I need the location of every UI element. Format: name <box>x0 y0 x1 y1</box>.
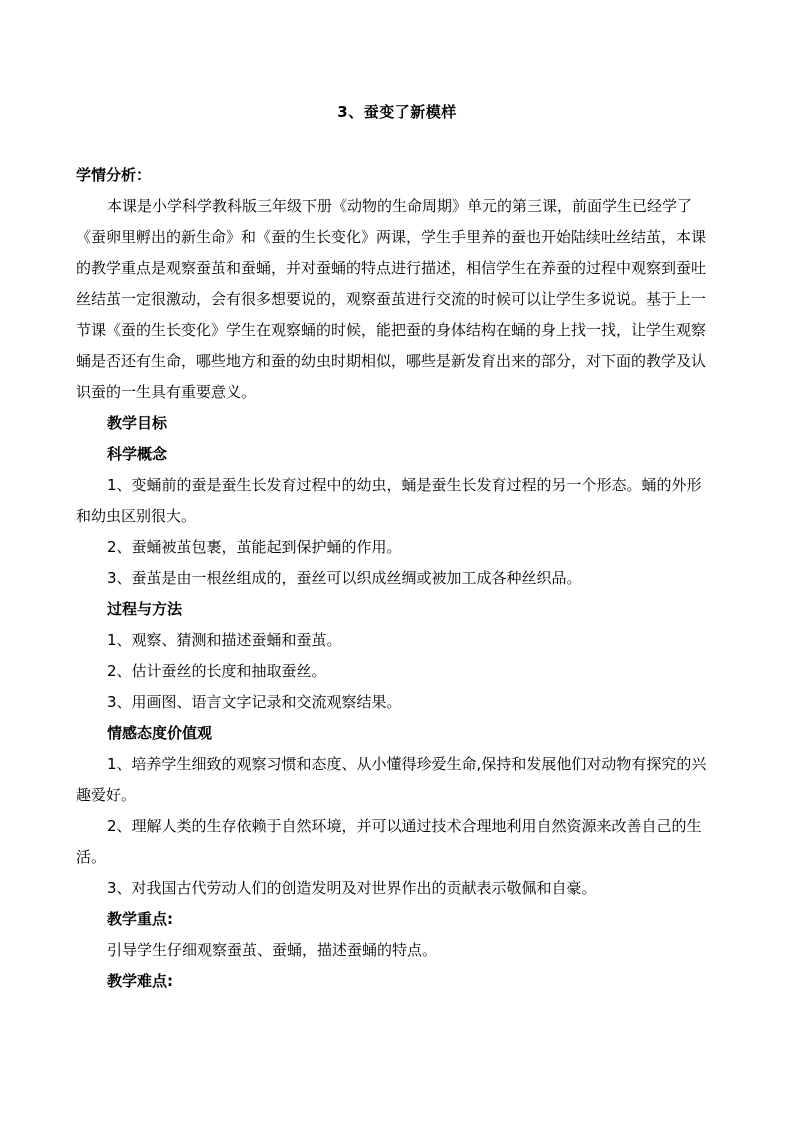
lesson-title: 3、蚕变了新模样 <box>337 103 457 121</box>
process-heading: 过程与方法 <box>107 600 183 618</box>
concept-item-2: 2、蚕蛹被茧包裹，茧能起到保护蛹的作用。 <box>107 538 402 556</box>
difficulty-heading: 教学难点: <box>107 972 173 990</box>
concept-heading: 科学概念 <box>107 445 168 463</box>
attitude-heading: 情感态度价值观 <box>107 724 213 742</box>
document-body <box>76 160 716 997</box>
analysis-paragraph: 本课是小学科学教科版三年级下册《动物的生命周期》单元的第三课，前面学生已经学了《蚕卵里孵出的新生命》和《蚕的生长变化》两课，学生手里养的蚕也开始陆续吐丝结茧，本课的教学重点是观察蚕茧和蚕蛹，并对蚕蛹的特点进行描述，相信学生在养蚕的过程中观察到蚕吐丝结茧一定很激动，会有很多想要说的，观察蚕茧进行交流的时候可以让学生多说说。基于上一节课《蚕的生长变化》学生在观察蛹的时候，能把蚕的身体结构在蛹的身上找一找，让学生观察蛹是否还有生命，哪些地方和蚕的幼虫时期相似，哪些是新发育出来的部分，对下面的教学及认识蚕的一生具有重要意义。 <box>76 197 707 401</box>
process-item-2: 2、估计蚕丝的长度和抽取蚕丝。 <box>107 662 327 680</box>
process-item-1: 1、观察、猜测和描述蚕蛹和蚕茧。 <box>107 631 342 649</box>
concept-item-1: 1、变蛹前的蚕是蚕生长发育过程中的幼虫，蛹是蚕生长发育过程的另一个形态。蛹的外形和幼虫区别很大。 <box>76 476 702 525</box>
goals-heading: 教学目标 <box>107 414 168 432</box>
attitude-item-3: 3、对我国古代劳动人们的创造发明及对世界作出的贡献表示敬佩和自豪。 <box>107 879 597 897</box>
analysis-heading: 学情分析： <box>76 166 152 184</box>
attitude-item-1: 1、培养学生细致的观察习惯和态度、从小懂得珍爱生命,保持和发展他们对动物有探究的兴趣爱好。 <box>76 755 707 804</box>
focus-heading: 教学重点: <box>107 910 173 928</box>
process-item-3: 3、用画图、语言文字记录和交流观察结果。 <box>107 693 402 711</box>
focus-text: 引导学生仔细观察蚕茧、蚕蛹，描述蚕蛹的特点。 <box>107 941 438 959</box>
concept-item-3: 3、蚕茧是由一根丝组成的，蚕丝可以织成丝绸或被加工成各种丝织品。 <box>107 569 582 587</box>
attitude-item-2: 2、理解人类的生存依赖于自然环境，并可以通过技术合理地利用自然资源来改善自己的生活。 <box>76 817 702 866</box>
